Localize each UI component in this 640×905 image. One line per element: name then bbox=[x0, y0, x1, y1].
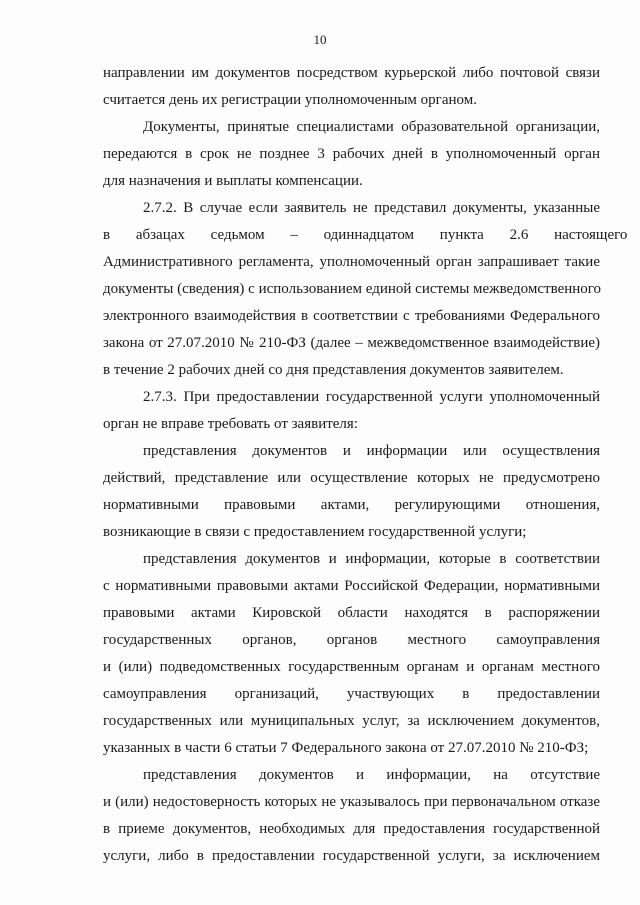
text-line: в течение 2 рабочих дней со дня представления документов заявителем. bbox=[103, 362, 564, 378]
text-line: считается день их регистрации уполномоченным органом. bbox=[103, 92, 477, 108]
text-line: государственных или муниципальных услуг, за исключением документов, bbox=[103, 713, 600, 729]
text-line: 2.7.2. В случае если заявитель не представил документы, указанные bbox=[143, 200, 600, 216]
text-line: представления документов и информации, на отсутствие bbox=[143, 767, 600, 783]
text-line: возникающие в связи с предоставлением государственной услуги; bbox=[103, 524, 527, 540]
text-line: орган не вправе требовать от заявителя: bbox=[103, 416, 358, 432]
text-line: 2.7.3. При предоставлении государственной услуги уполномоченный bbox=[143, 389, 600, 405]
text-line: электронного взаимодействия в соответствии с требованиями Федерального bbox=[103, 308, 600, 324]
text-line: и (или) подведомственных государственным органам и органам местного bbox=[103, 659, 600, 675]
text-line: в абзацах седьмом – одиннадцатом пункта 2.6 настоящего bbox=[103, 227, 628, 243]
text-line: Документы, принятые специалистами образовательной организации, bbox=[143, 119, 600, 135]
text-line: закона от 27.07.2010 № 210-ФЗ (далее – межведомственное взаимодействие) bbox=[103, 335, 600, 351]
text-line: представления документов и информации или осуществления bbox=[143, 443, 600, 459]
text-line: передаются в срок не позднее 3 рабочих дней в уполномоченный орган bbox=[103, 146, 600, 162]
text-line: действий, представление или осуществление которых не предусмотрено bbox=[103, 470, 600, 486]
text-line: направлении им документов посредством курьерской либо почтовой связи bbox=[103, 65, 600, 81]
text-line: документы (сведения) с использованием единой системы межведомственного bbox=[103, 281, 602, 297]
text-line: и (или) недостоверность которых не указывалось при первоначальном отказе bbox=[103, 794, 600, 810]
text-line: правовыми актами Кировской области находятся в распоряжении bbox=[103, 605, 600, 621]
text-line: Административного регламента, уполномоченный орган запрашивает такие bbox=[103, 254, 600, 270]
text-line: с нормативными правовыми актами Российской Федерации, нормативными bbox=[103, 578, 600, 594]
text-line: государственных органов, органов местного самоуправления bbox=[103, 632, 600, 648]
text-line: представления документов и информации, которые в соответствии bbox=[143, 551, 600, 567]
text-line: в приеме документов, необходимых для предоставления государственной bbox=[103, 821, 600, 837]
text-line: указанных в части 6 статьи 7 Федерального закона от 27.07.2010 № 210-ФЗ; bbox=[103, 740, 589, 756]
text-line: для назначения и выплаты компенсации. bbox=[103, 173, 363, 189]
text-line: нормативными правовыми актами, регулирующими отношения, bbox=[103, 497, 600, 513]
text-line: самоуправления организаций, участвующих в предоставлении bbox=[103, 686, 600, 702]
text-line: услуги, либо в предоставлении государственной услуги, за исключением bbox=[103, 848, 600, 864]
page-number: 10 bbox=[313, 32, 327, 47]
